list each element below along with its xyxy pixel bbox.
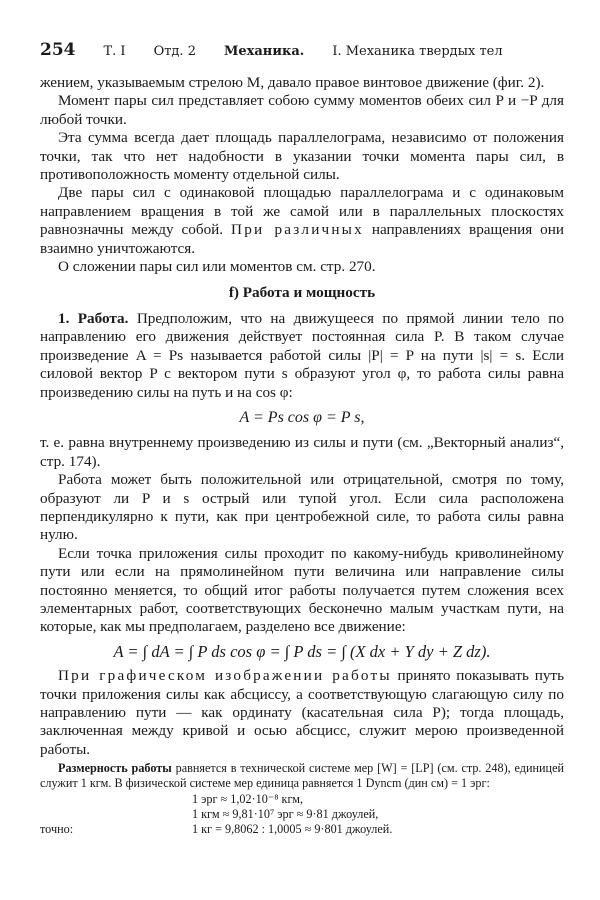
equation-integral: A = ∫ dA = ∫ P ds cos φ = ∫ P ds = ∫ (X dx + Y dy + Z dz). (113, 641, 491, 661)
paragraph: Эта сумма всегда дает площадь параллелограма, независимо от положения точки, так что нет надобности в указании точки момента пары сил, в противоположность моменту отдельной силы. (40, 129, 564, 184)
paragraph: т. е. равна внутреннему произведению из силы и пути (см. „Векторный анализ“, стр. 174). (40, 434, 564, 470)
note-paragraph (40, 761, 564, 791)
section-title: f) Работа и мощность (228, 284, 376, 302)
running-head (40, 40, 564, 60)
paragraph: Если точка приложения силы проходит по какому-нибудь криволинейному пути или если на прямолинейном пути величина или направление силы постоянно меняется, то общий итог работы получается путем сложения всех элементарных работ, соответствующих бесконечно малым участкам пути, на которые, как мы предполагаем, разделено все движение: (40, 544, 564, 636)
equation-work: A = Ps cos φ = P s, (239, 408, 365, 426)
paragraph-text: Предположим, что на движущееся по прямой линии тело по направлению его движения действует постоянная сила P. В таком случае произведение A = Ps называется работой силы |P| = P на пути |s| = s. Если силовой вектор P с вектором пути s образуют угол φ, то работа силы равна произведению силы на путь и на cos φ: (40, 309, 564, 401)
note-row (40, 822, 564, 837)
note-formula: 1 кг = 9,8062 : 1,0005 ≈ 9·801 джоулей. (192, 822, 393, 837)
paragraph: Работа может быть положительной или отрицательной, смотря по тому, образуют ли P и s острый или тупой угол. Если сила расположена перпендикулярно к пути, как при центробежной силе, то работа силы равна нулю. (40, 471, 564, 544)
paragraph (40, 184, 564, 258)
note-label: точно: (40, 822, 74, 837)
header-part: Т. I (103, 44, 126, 59)
paragraph-text: направлениях вращения они взаимно уничтожаются. (40, 221, 565, 257)
spaced-text: При различных (231, 221, 364, 239)
note-heading: Размерность работы (58, 761, 172, 776)
paragraph: О сложении пары сил или моментов см. стр. 270. (58, 258, 376, 276)
note-text: равняется в технической системе мер [W] = [LP] (см. стр. 248), единицей служит 1 кгм. В физической системе мер единица равняется 1 Dyncm (дин см) = 1 эрг: (40, 761, 564, 791)
page-number: 254 (40, 40, 76, 60)
paragraph-text: Две пары сил с одинаковой площадью параллелограма и с одинаковым направлением вращения в той же самой или в параллельных плоскостях равнозначны между собой. (40, 184, 564, 239)
spaced-text: При графическом изображении работы (58, 667, 392, 685)
paragraph-text: принято показывать путь точки приложения силы как абсциссу, а соответствующую слагающую силу по направлению пути — как ординату (касательная сила P); тогда площадь, заключенная между кривой и осью абсцисс, служит мерою произведенной работы. (40, 667, 564, 758)
header-title: Механика. (223, 44, 305, 59)
paragraph: жением, указываемым стрелою M, давало правое винтовое движение (фиг. 2). (40, 74, 545, 91)
note-formula: 1 кгм ≈ 9,81·10⁷ эрг ≈ 9·81 джоулей, (192, 806, 379, 821)
paragraph (40, 667, 564, 759)
header-subtitle: I. Механика твердых тел (332, 44, 503, 59)
main-text (40, 74, 564, 759)
footnote-block (40, 761, 564, 837)
header-section: Отд. 2 (153, 44, 196, 59)
subsection-heading: 1. Работа. (58, 309, 129, 327)
paragraph (40, 310, 564, 402)
paragraph: Момент пары сил представляет собою сумму моментов обеих сил P и −P для любой точки. (40, 92, 564, 128)
note-formula: 1 эрг ≈ 1,02·10⁻⁸ кгм, (192, 791, 304, 806)
